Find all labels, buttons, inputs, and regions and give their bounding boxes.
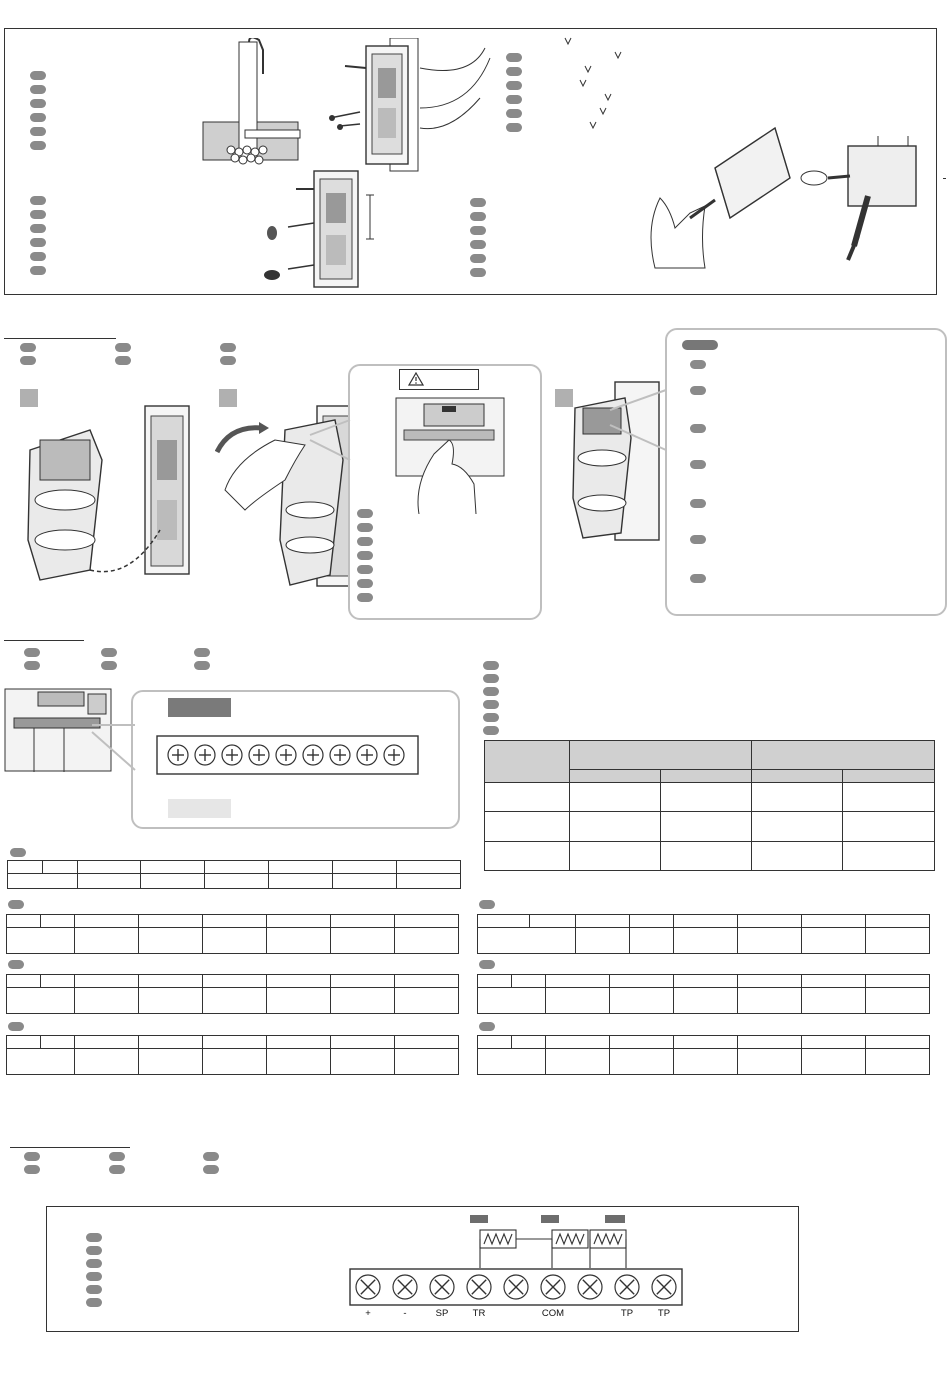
- language-marker: [220, 343, 236, 352]
- language-marker: [30, 99, 46, 108]
- language-marker: [506, 81, 522, 90]
- terminal-label: +: [365, 1308, 371, 1319]
- pole-mount-illustration: [320, 38, 500, 173]
- language-marker: [690, 424, 706, 433]
- section-rule: [10, 1147, 130, 1148]
- language-marker: [109, 1152, 125, 1161]
- language-marker: [357, 593, 373, 602]
- language-marker: [506, 109, 522, 118]
- language-marker: [86, 1233, 102, 1242]
- language-marker: [357, 537, 373, 546]
- terminal-label-light: [168, 799, 231, 818]
- callout-connectors: [280, 380, 680, 460]
- terminal-label: TR: [472, 1308, 486, 1319]
- language-marker: [203, 1152, 219, 1161]
- language-marker: [483, 661, 499, 670]
- spec-table-cell: [485, 812, 570, 842]
- language-marker: [24, 1165, 40, 1174]
- terminal-label: -: [403, 1308, 407, 1319]
- screwdriver-illustration: [645, 118, 795, 273]
- language-marker: [479, 900, 495, 909]
- language-marker: [506, 123, 522, 132]
- language-marker: [10, 848, 26, 857]
- language-marker: [690, 574, 706, 583]
- language-marker: [203, 1165, 219, 1174]
- spec-table-header-cell: [570, 741, 752, 770]
- spec-table-cell: [485, 783, 570, 812]
- terminal-label: TP: [620, 1308, 634, 1319]
- language-marker: [483, 713, 499, 722]
- wiring-terminal-block: [349, 1268, 683, 1306]
- terminal-label: SP: [435, 1308, 449, 1319]
- spec-table-cell: [485, 842, 570, 871]
- language-marker: [483, 726, 499, 735]
- language-marker: [30, 113, 46, 122]
- language-marker: [30, 141, 46, 150]
- language-marker: [690, 360, 706, 369]
- language-marker: [86, 1298, 102, 1307]
- setting-table-5: [477, 914, 930, 954]
- language-marker: [30, 210, 46, 219]
- wall-mount-illustration: [262, 165, 387, 290]
- language-marker: [470, 240, 486, 249]
- edge-mark: [943, 178, 946, 179]
- setting-table-4: [6, 1035, 459, 1075]
- language-marker: [506, 67, 522, 76]
- notes-header-marker: [682, 340, 718, 350]
- language-marker: [357, 579, 373, 588]
- setting-table-2: [6, 914, 459, 954]
- wall-conduit-illustration: [195, 38, 305, 168]
- language-marker: [30, 71, 46, 80]
- language-marker: [20, 356, 36, 365]
- detector-open-illustration: [20, 400, 195, 590]
- language-marker: [24, 648, 40, 657]
- terminal-label: COM: [541, 1308, 565, 1319]
- language-marker: [690, 460, 706, 469]
- section-rule: [4, 640, 84, 641]
- setting-table-7: [477, 1035, 930, 1075]
- language-marker: [8, 960, 24, 969]
- language-marker: [357, 551, 373, 560]
- language-marker: [357, 565, 373, 574]
- language-marker: [690, 535, 706, 544]
- language-marker: [30, 224, 46, 233]
- setting-table-6: [477, 974, 930, 1014]
- language-marker: [690, 386, 706, 395]
- language-marker: [470, 198, 486, 207]
- language-marker: [101, 648, 117, 657]
- language-marker: [30, 252, 46, 261]
- language-marker: [30, 85, 46, 94]
- setting-table-1: [7, 860, 461, 889]
- language-marker: [24, 661, 40, 670]
- language-marker: [506, 53, 522, 62]
- resistor-tag: [605, 1215, 625, 1223]
- language-marker: [109, 1165, 125, 1174]
- language-marker: [20, 343, 36, 352]
- resistor-tag: [541, 1215, 559, 1223]
- language-marker: [86, 1272, 102, 1281]
- language-marker: [30, 266, 46, 275]
- language-marker: [483, 687, 499, 696]
- section-rule: [4, 338, 116, 339]
- language-marker: [115, 356, 131, 365]
- setting-table-3: [6, 974, 459, 1014]
- language-marker: [357, 523, 373, 532]
- language-marker: [86, 1246, 102, 1255]
- notes-panel: [665, 328, 947, 616]
- terminal-block-callout: [156, 735, 419, 775]
- language-marker: [101, 661, 117, 670]
- language-marker: [479, 1022, 495, 1031]
- spec-table: [484, 740, 935, 871]
- language-marker: [115, 343, 131, 352]
- spec-marks: [560, 36, 630, 136]
- language-marker: [506, 95, 522, 104]
- language-marker: [8, 900, 24, 909]
- language-marker: [483, 674, 499, 683]
- eol-resistor-diagram: [346, 1226, 686, 1274]
- language-marker: [357, 509, 373, 518]
- language-marker: [220, 356, 236, 365]
- language-marker: [86, 1285, 102, 1294]
- language-marker: [30, 127, 46, 136]
- language-marker: [479, 960, 495, 969]
- resistor-tag: [470, 1215, 488, 1223]
- language-marker: [194, 648, 210, 657]
- language-marker: [194, 661, 210, 670]
- language-marker: [86, 1259, 102, 1268]
- spec-table-header-cell: [485, 741, 570, 783]
- terminal-callout-connectors: [90, 720, 140, 780]
- language-marker: [30, 238, 46, 247]
- language-marker: [483, 700, 499, 709]
- terminal-label-dark: [168, 698, 231, 717]
- cap-install-illustration: [798, 136, 938, 266]
- language-marker: [690, 499, 706, 508]
- language-marker: [470, 254, 486, 263]
- language-marker: [470, 226, 486, 235]
- language-marker: [8, 1022, 24, 1031]
- language-marker: [470, 212, 486, 221]
- terminal-label: TP: [657, 1308, 671, 1319]
- language-marker: [24, 1152, 40, 1161]
- spec-table-header-cell: [752, 741, 935, 770]
- language-marker: [30, 196, 46, 205]
- language-marker: [470, 268, 486, 277]
